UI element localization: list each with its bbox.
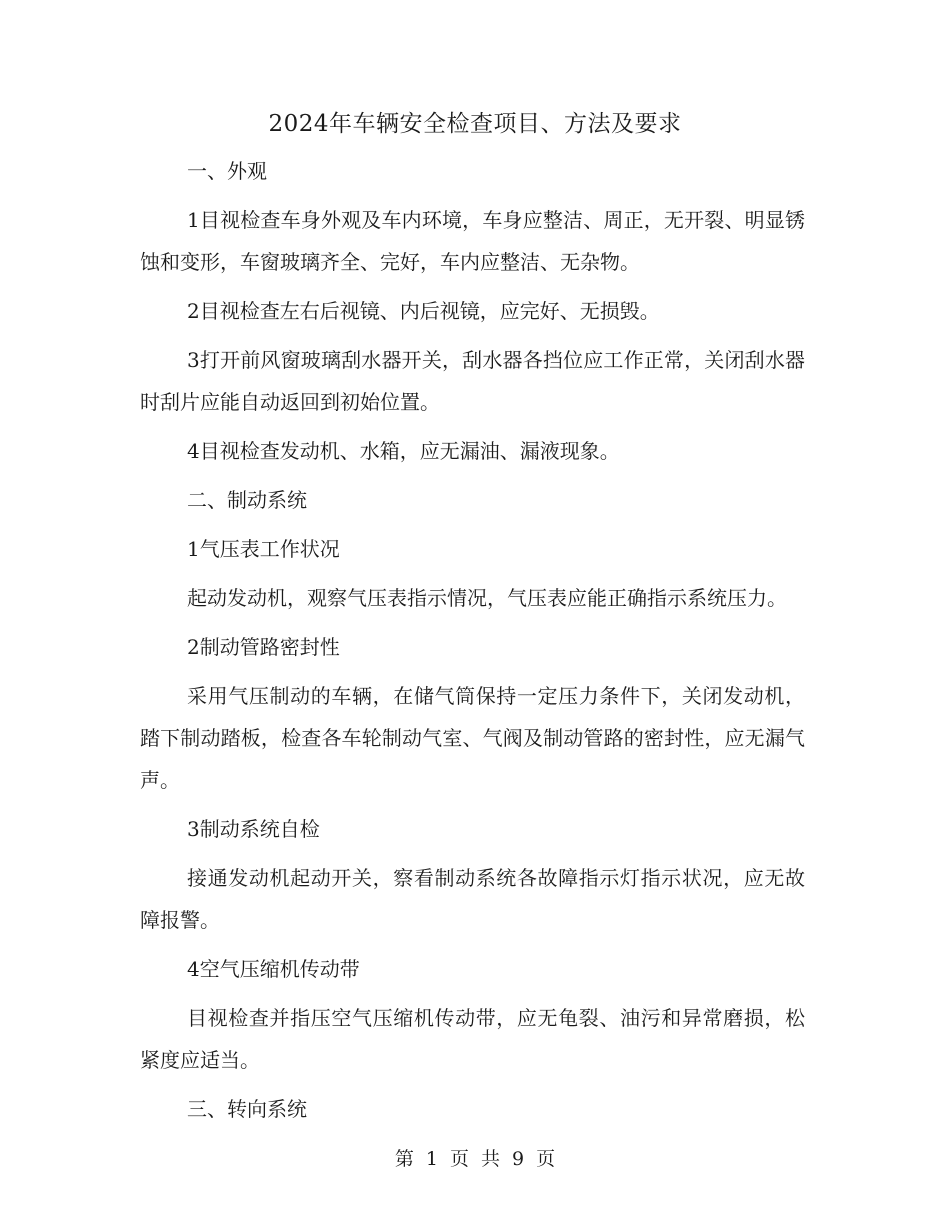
section-heading-brake-system: 二、制动系统 (187, 488, 307, 512)
paragraph: 接通发动机起动开关，察看制动系统各故障指示灯指示状况，应无故障报警。 (140, 866, 805, 932)
paragraph: 4目视检查发动机、水箱，应无漏油、漏液现象。 (187, 439, 620, 463)
paragraph: 起动发动机，观察气压表指示情况，气压表应能正确指示系统压力。 (187, 586, 787, 610)
paragraph: 采用气压制动的车辆，在储气筒保持一定压力条件下，关闭发动机，踏下制动踏板，检查各车轮制动气室、气阀及制动管路的密封性，应无漏气声。 (140, 684, 805, 792)
document-title: 2024年车辆安全检查项目、方法及要求 (268, 111, 682, 137)
subheading: 2制动管路密封性 (187, 635, 340, 659)
section-heading-steering-system: 三、转向系统 (187, 1097, 307, 1121)
page-footer: 第 1 页 共 9 页 (394, 1148, 556, 1170)
section-heading-appearance: 一、外观 (187, 159, 267, 183)
subheading: 3制动系统自检 (187, 817, 320, 841)
paragraph: 3打开前风窗玻璃刮水器开关，刮水器各挡位应工作正常，关闭刮水器时刮片应能自动返回到初始位置。 (140, 348, 805, 414)
subheading: 4空气压缩机传动带 (187, 957, 360, 981)
subheading: 1气压表工作状况 (187, 537, 340, 561)
paragraph: 1目视检查车身外观及车内环境，车身应整洁、周正，无开裂、明显锈蚀和变形，车窗玻璃齐全、完好，车内应整洁、无杂物。 (140, 208, 805, 274)
paragraph: 2目视检查左右后视镜、内后视镜，应完好、无损毁。 (187, 299, 660, 323)
paragraph: 目视检查并指压空气压缩机传动带，应无龟裂、油污和异常磨损，松紧度应适当。 (140, 1006, 805, 1072)
document-body (140, 150, 805, 1137)
